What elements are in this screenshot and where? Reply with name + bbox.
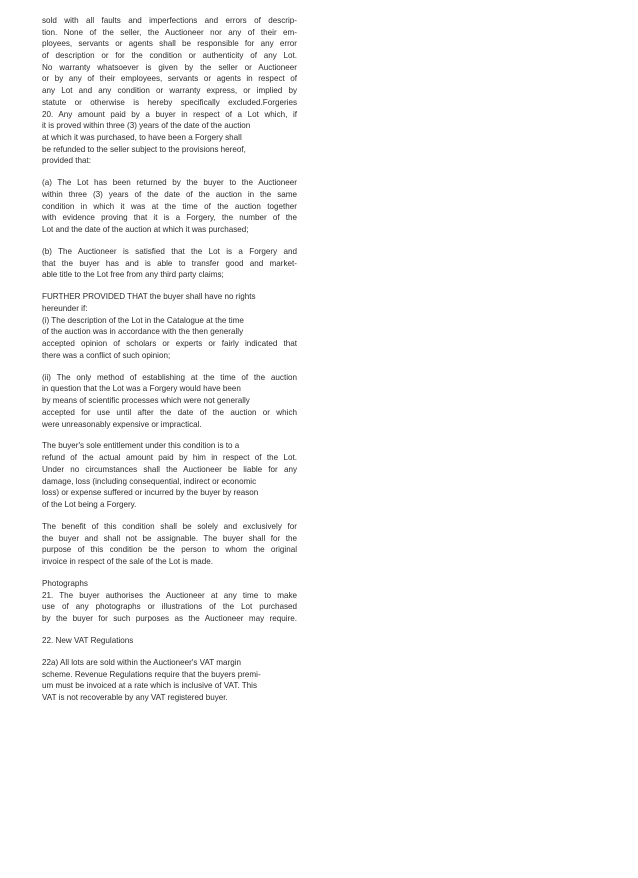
- text-line: (b) The Auctioneer is satisfied that the Lot is a Forgery and: [42, 246, 297, 256]
- text-line: 20. Any amount paid by a buyer in respect of a Lot which, if: [42, 109, 297, 119]
- paragraph-photographs: [42, 578, 297, 625]
- text-line: No warranty whatsoever is given by the seller or Auctioneer: [42, 62, 297, 72]
- text-line: with evidence proving that it is a Forgery, the number of the: [42, 213, 297, 223]
- text-line: of description or for the condition or authenticity of any Lot.: [42, 51, 297, 61]
- paragraph-condition-ii: [42, 372, 297, 430]
- text-line: use of any photographs or illustrations of the Lot purchased: [42, 602, 297, 612]
- text-column: [42, 15, 297, 714]
- text-line: of the Lot being a Forgery.: [42, 499, 137, 509]
- section-heading: 22. New VAT Regulations: [42, 636, 134, 645]
- text-line: VAT is not recoverable by any VAT registered buyer.: [42, 693, 228, 703]
- paragraph-further-provided: [42, 291, 297, 361]
- text-line: statute or otherwise is hereby specifically excluded.Forgeries: [42, 97, 297, 107]
- text-line: within three (3) years of the date of the auction in the same: [42, 189, 297, 199]
- text-line: sold with all faults and imperfections and errors of descrip-: [42, 16, 297, 25]
- text-line: condition in which it was at the time of the auction together: [42, 201, 297, 211]
- text-line: provided that:: [42, 156, 92, 166]
- text-line: loss) or expense suffered or incurred by the buyer by reason: [42, 488, 259, 498]
- text-line: of the auction was in accordance with the then generally: [42, 327, 244, 337]
- paragraph-condition-b: [42, 246, 297, 281]
- paragraph-condition-a: [42, 177, 297, 235]
- text-line: able title to the Lot free from any third party claims;: [42, 270, 224, 280]
- text-line: The buyer's sole entitlement under this condition is to a: [42, 441, 240, 451]
- text-line: by means of scientific processes which were not generally: [42, 396, 250, 406]
- text-line: at which it was purchased, to have been a Forgery shall: [42, 132, 242, 142]
- text-line: scheme. Revenue Regulations require that the buyers premi-: [42, 669, 261, 679]
- section-heading: Photographs: [42, 578, 88, 588]
- text-line: or by any of their employees, servants or agents in respect of: [42, 74, 297, 84]
- text-line: invoice in respect of the sale of the Lot is made.: [42, 556, 213, 566]
- text-line: purpose of this condition be the person to whom the original: [42, 545, 297, 555]
- text-line: Lot and the date of the auction at which it was purchased;: [42, 224, 249, 234]
- text-line: The benefit of this condition shall be solely and exclusively for: [42, 521, 297, 531]
- text-line: FURTHER PROVIDED THAT the buyer shall have no rights: [42, 292, 256, 302]
- text-line: hereunder if:: [42, 304, 88, 314]
- text-line: (ii) The only method of establishing at the time of the auction: [42, 372, 297, 382]
- text-line: in question that the Lot was a Forgery would have been: [42, 384, 241, 394]
- text-line: um must be invoiced at a rate which is inclusive of VAT. This: [42, 681, 258, 691]
- text-line: were unreasonably expensive or impractical.: [42, 419, 202, 429]
- text-line: (a) The Lot has been returned by the buyer to the Auctioneer: [42, 178, 297, 188]
- paragraph-benefit: [42, 521, 297, 568]
- text-line: by the buyer for such purposes as the Auctioneer may require.: [42, 614, 297, 624]
- text-line: ployees, servants or agents shall be responsible for any error: [42, 39, 297, 49]
- paragraph-warranty-forgeries: [42, 15, 297, 167]
- paragraph-sole-entitlement: [42, 440, 297, 510]
- text-line: 21. The buyer authorises the Auctioneer at any time to make: [42, 590, 297, 600]
- text-line: Under no circumstances shall the Auctioneer be liable for any: [42, 464, 297, 474]
- text-line: it is proved within three (3) years of the date of the auction: [42, 121, 251, 131]
- text-line: tion. None of the seller, the Auctioneer nor any of their em-: [42, 27, 297, 37]
- text-line: 22a) All lots are sold within the Auctioneer's VAT margin: [42, 657, 242, 667]
- text-line: be refunded to the seller subject to the provisions hereof,: [42, 144, 246, 154]
- text-line: the buyer and shall not be assignable. The buyer shall for the: [42, 533, 297, 543]
- text-line: accepted opinion of scholars or experts or fairly indicated that: [42, 339, 297, 349]
- text-line: damage, loss (including consequential, indirect or economic: [42, 476, 257, 486]
- text-line: that the buyer has and is able to transfer good and market-: [42, 258, 297, 268]
- paragraph-vat-margin: [42, 657, 297, 704]
- paragraph-vat-heading: [42, 635, 297, 647]
- text-line: there was a conflict of such opinion;: [42, 350, 171, 360]
- text-line: accepted for use until after the date of the auction or which: [42, 407, 297, 417]
- text-line: refund of the actual amount paid by him in respect of the Lot.: [42, 453, 297, 463]
- text-line: (i) The description of the Lot in the Catalogue at the time: [42, 315, 244, 325]
- text-line: any Lot and any condition or warranty express, or implied by: [42, 86, 297, 96]
